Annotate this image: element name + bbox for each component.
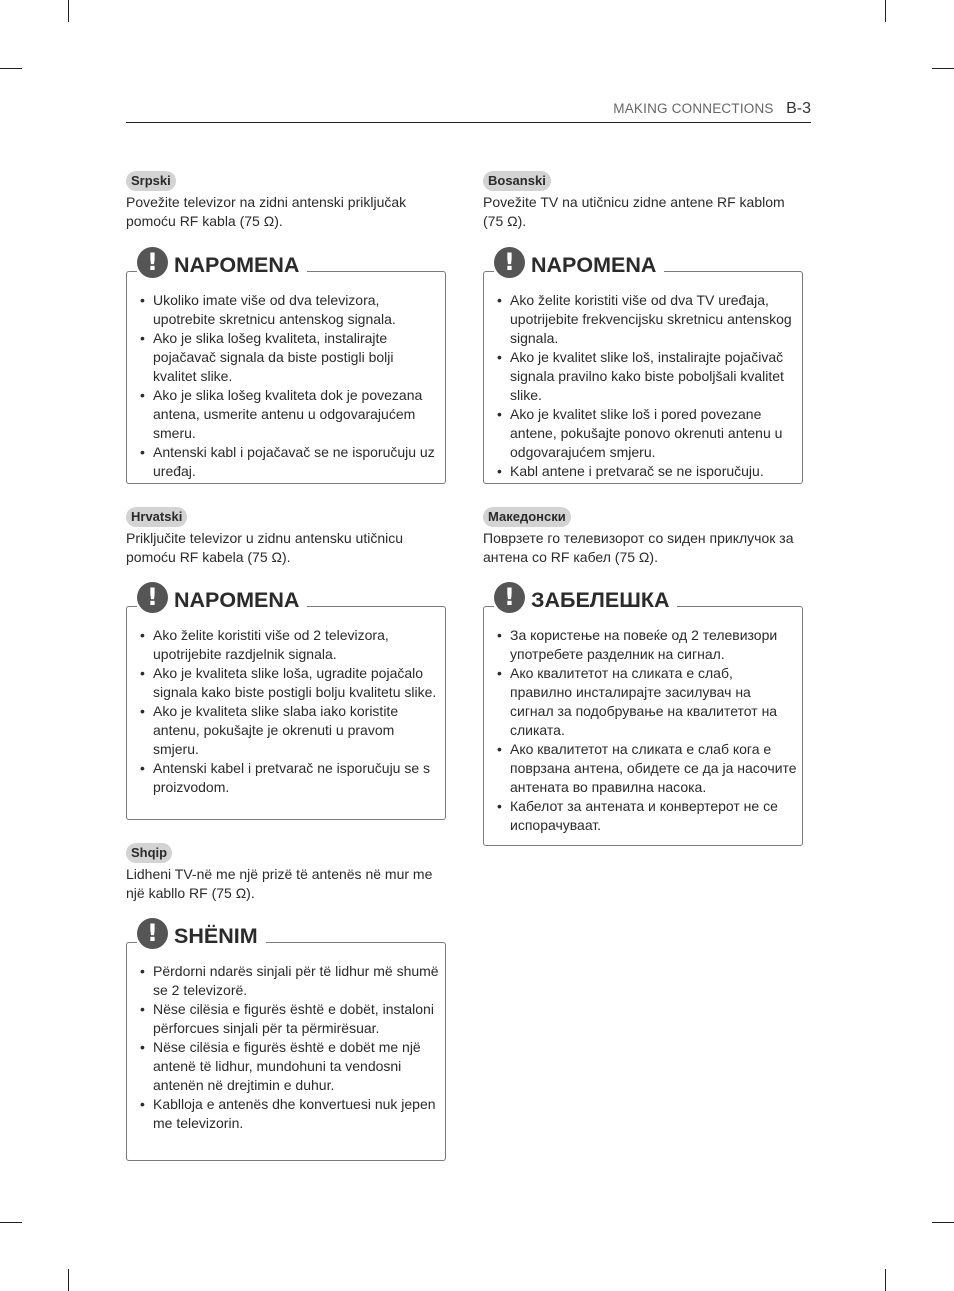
language-tag: Srpski xyxy=(126,171,176,191)
list-item: • Ukoliko imate više od dva televizora, upotrebite skretnicu antenskog signala. xyxy=(140,291,440,329)
note-title: NAPOMENA xyxy=(174,253,300,277)
note-list xyxy=(140,626,440,797)
list-item: • Ako je kvalitet slike loš i pored povezane antene, pokušajte ponovo okrenuti antenu u odgovarajućem smjeru. xyxy=(497,405,797,462)
intro-text: Поврзете го телевизорот со ѕиден приклучок за антена со RF кабел (75 Ω). xyxy=(483,530,794,565)
note-list xyxy=(140,962,440,1133)
note-box xyxy=(483,583,803,846)
exclamation-icon: ! xyxy=(137,918,168,949)
note-list xyxy=(497,291,797,481)
note-heading xyxy=(137,246,307,280)
exclamation-icon: ! xyxy=(494,582,525,613)
note-heading xyxy=(494,581,677,615)
list-item: • Ako je kvaliteta slike loša, ugradite pojačalo signala kako biste postigli bolju kvalitetu slike. xyxy=(140,664,440,702)
list-item: • Antenski kabel i pretvarač ne isporučuju se s proizvodom. xyxy=(140,759,440,797)
note-title: NAPOMENA xyxy=(174,588,300,612)
crop-mark xyxy=(932,68,954,69)
list-item: • Ako je kvalitet slike loš, instalirajte pojačivač signala pravilno kako biste poboljšali kvalitet slike. xyxy=(497,348,797,405)
list-item: • Nëse cilësia e figurës është e dobët, instaloni përforcues sinjali për ta përmirësuar. xyxy=(140,1000,440,1038)
exclamation-icon: ! xyxy=(137,247,168,278)
list-item: • Ako želite koristiti više od dva TV uređaja, upotrijebite frekvencijsku skretnicu antenskog signala. xyxy=(497,291,797,348)
intro-text: Povežite TV na utičnicu zidne antene RF kablom (75 Ω). xyxy=(483,194,785,229)
crop-mark xyxy=(68,1269,69,1291)
page-number: B-3 xyxy=(786,100,811,117)
note-title: SHËNIM xyxy=(174,924,258,948)
crop-mark xyxy=(885,1269,886,1291)
note-heading xyxy=(494,246,664,280)
note-heading xyxy=(137,917,266,951)
list-item: • Ako je kvaliteta slike slaba iako koristite antenu, pokušajte je okrenuti u pravom smjeru. xyxy=(140,702,440,759)
crop-mark xyxy=(68,0,69,22)
list-item: • Ako želite koristiti više od 2 televizora, upotrijebite razdjelnik signala. xyxy=(140,626,440,664)
language-tag: Shqip xyxy=(126,843,172,863)
crop-mark xyxy=(0,1222,22,1223)
note-title: ЗАБЕЛЕШКА xyxy=(531,588,670,612)
intro-text: Lidheni TV-në me një prizë të antenës në mur me një kabllo RF (75 Ω). xyxy=(126,866,433,901)
list-item: • Antenski kabl i pojačavač se ne isporučuju uz uređaj. xyxy=(140,443,440,481)
list-item: • Ako je slika lošeg kvaliteta dok je povezana antena, usmerite antenu u odgovarajućem smeru. xyxy=(140,386,440,443)
note-list xyxy=(140,291,440,481)
list-item: • Nëse cilësia e figurës është e dobët me një antenë të lidhur, mundohuni ta vendosni antenën në drejtimin e duhur. xyxy=(140,1038,440,1095)
crop-mark xyxy=(885,0,886,22)
list-item: • Ако квалитетот на сликата е слаб кога е поврзана антена, обидете се да ја насочите антената во правилна насока. xyxy=(497,740,797,797)
note-heading xyxy=(137,581,307,615)
exclamation-icon: ! xyxy=(137,582,168,613)
note-title: NAPOMENA xyxy=(531,253,657,277)
crop-mark xyxy=(0,68,22,69)
list-item: • За користење на повеќе од 2 телевизори употребете разделник на сигнал. xyxy=(497,626,797,664)
language-tag: Hrvatski xyxy=(126,507,187,527)
note-box xyxy=(126,583,446,820)
list-item: • Ako je slika lošeg kvaliteta, instalirajte pojačavač signala da biste postigli bolji kvalitet slike. xyxy=(140,329,440,386)
language-tag: Bosanski xyxy=(483,171,551,191)
intro-text: Priključite televizor u zidnu antensku utičnicu pomoću RF kabela (75 Ω). xyxy=(126,530,404,565)
list-item: • Kablloja e antenës dhe konvertuesi nuk jepen me televizorin. xyxy=(140,1095,440,1133)
note-list xyxy=(497,626,797,835)
section-title: MAKING CONNECTIONS xyxy=(613,101,774,116)
list-item: • Kabl antene i pretvarač se ne isporučuju. xyxy=(497,462,797,481)
intro-text: Povežite televizor na zidni antenski priključak pomoću RF kabla (75 Ω). xyxy=(126,194,407,229)
page-header xyxy=(126,100,811,123)
exclamation-icon: ! xyxy=(494,247,525,278)
list-item: • Кабелот за антената и конвертерот не се испорачуваат. xyxy=(497,797,797,835)
note-box xyxy=(483,248,803,484)
language-tag: Македонски xyxy=(483,507,571,527)
crop-mark xyxy=(932,1222,954,1223)
note-box xyxy=(126,919,446,1161)
list-item: • Ако квалитетот на сликата е слаб, правилно инсталирајте засилувач на сигнал за подобрување на квалитетот на сликата. xyxy=(497,664,797,740)
list-item: • Përdorni ndarës sinjali për të lidhur më shumë se 2 televizorë. xyxy=(140,962,440,1000)
note-box xyxy=(126,248,446,484)
